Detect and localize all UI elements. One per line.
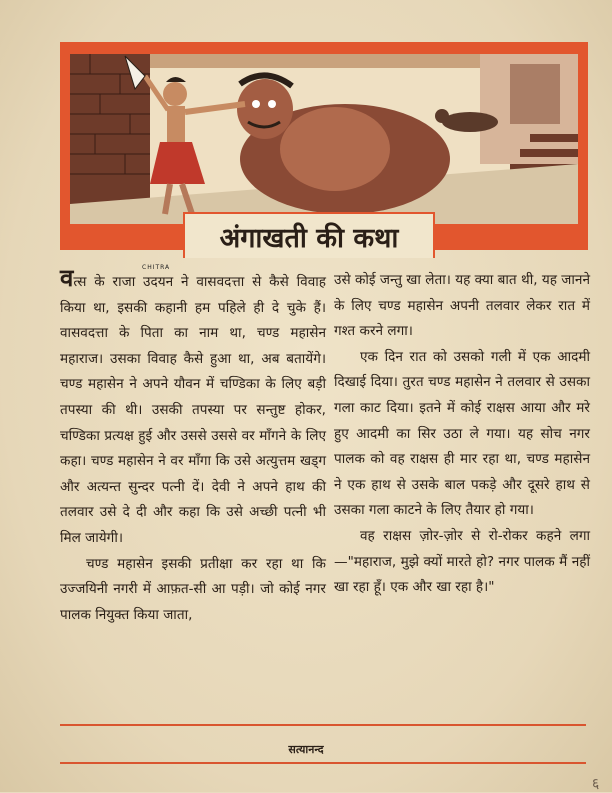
paragraph-4: एक दिन रात को उसको गली में एक आदमी दिखाई दिया। तुरत चण्ड महासेन ने तलवार से उसका गला काट दिया। इतने में कोई राक्षस आया और मरे हुए आदमी का सिर उठा ले गया। यह सोच नगर पालक को वह राक्षस ही मार रहा था, चण्ड महासेन ने एक हाथ से उसके बाल पकड़े और दूसरे हाथ से उसका गला काटने के लिए तैयार हो गया। [334, 348, 590, 519]
paragraph-2: चण्ड महासेन इसकी प्रतीक्षा कर रहा था कि उज्जयिनी नगरी में आफ़त-सी आ पड़ी। जो कोई नगर पालक नियुक्त किया जाता, [60, 555, 326, 623]
right-column [334, 268, 590, 601]
paragraph-1-text: त्स के राजा उदयन ने वासवदत्ता से कैसे विवाह किया था, इसकी कहानी हम पहिले ही दे चुके हैं। वासवदत्ता के पिता का नाम था, चण्ड महासेन महाराज। उसका विवाह कैसे हुआ था, अब बतायेंगे। चण्ड महासेन ने अपने यौवन में चण्डिका के लिए बड़ी तपस्या की थी। उसकी तपस्या पर सन्तुष्ट होकर, चण्डिका प्रत्यक्ष हुई और उससे उससे वर माँगने के लिए कहा। चण्ड महासेन ने वर माँगा कि उसे अत्युत्तम खड्ग और अत्यन्त सुन्दर पत्नी दें। देवी ने अपने हाथ की तलवार उसे दे दी और कहा कि उसे अच्छी पत्नी भी मिल जायेगी। [60, 274, 326, 546]
king-fighting-demon-illustration [70, 54, 578, 224]
story-title: अंगाखती की कथा [219, 223, 399, 254]
footer-rule-bottom [60, 762, 586, 764]
footer-rule-top [60, 724, 586, 726]
paragraph-3: उसे कोई जन्तु खा लेता। यह क्या बात थी, यह जानने के लिए चण्ड महासेन अपनी तलवार लेकर रात में गश्त करने लगा। [334, 272, 590, 340]
dropcap: व [60, 264, 74, 292]
page-number: ६ [592, 776, 600, 792]
author-credit: सत्यानन्द [288, 743, 324, 756]
artist-signature: CHITRA [142, 264, 171, 271]
paragraph-5: वह राक्षस ज़ोर-ज़ोर से रो-रोकर कहने लगा—"महाराज, मुझे क्यों मारते हो? नगर पालक मैं नहीं खा रहा हूँ। एक और खा रहा है।" [334, 527, 590, 596]
title-plate [183, 212, 435, 258]
